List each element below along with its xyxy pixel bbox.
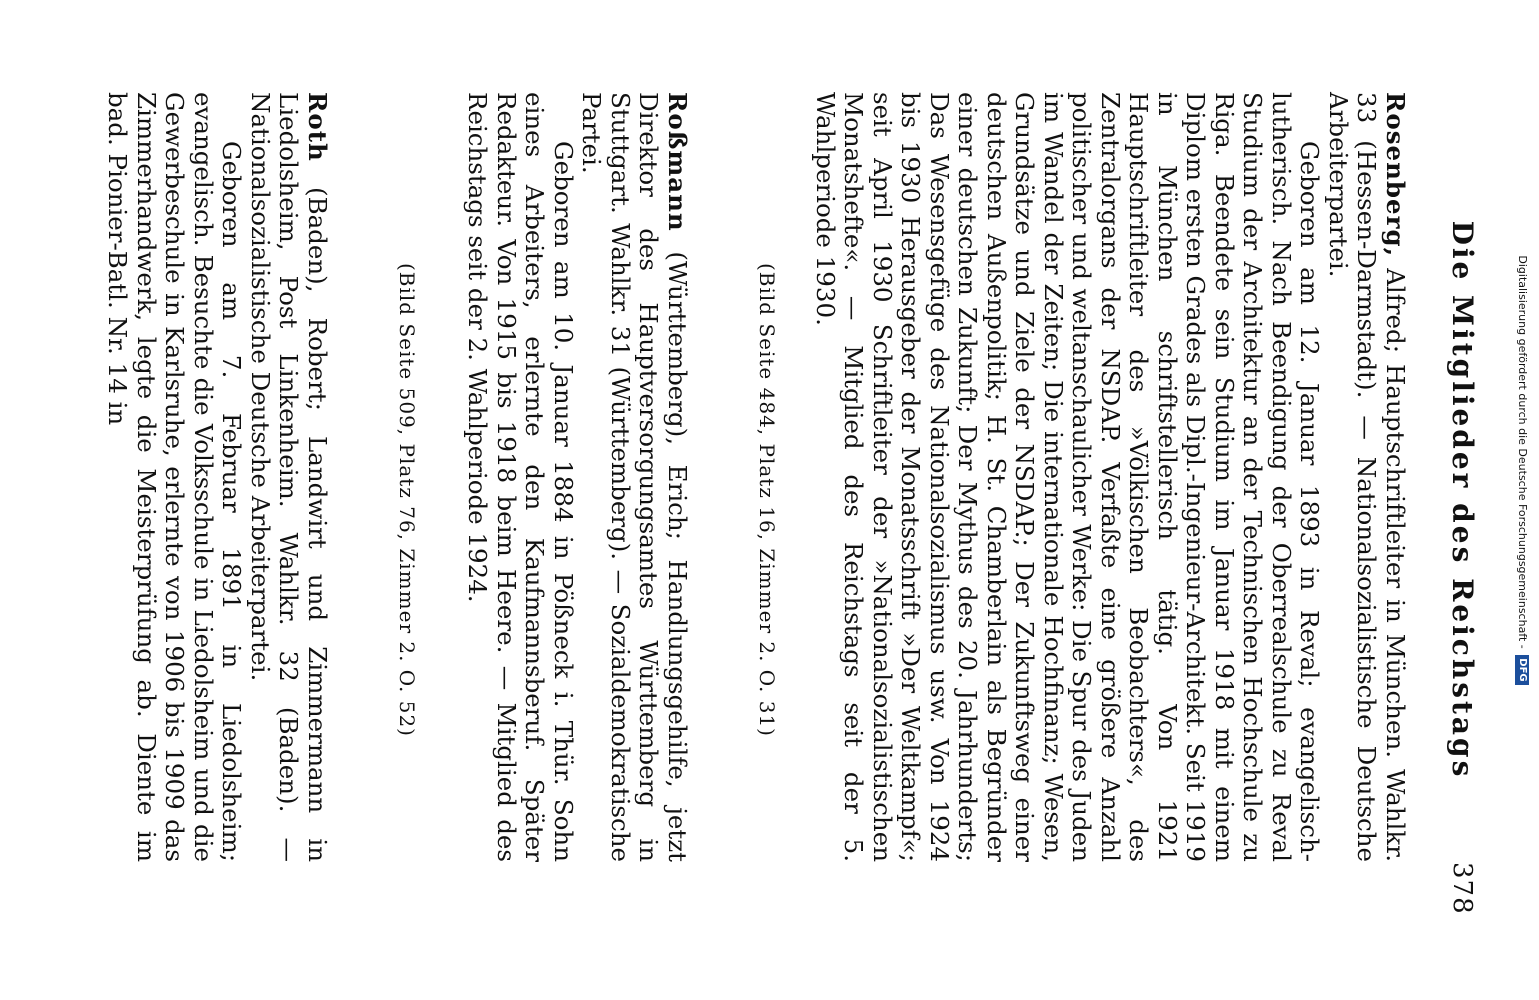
entry-header <box>577 92 691 862</box>
entry-biography: Geboren am 12. Januar 1893 in Reval; evangelisch-lutherisch. Nach Beendigung der Oberrealschule zu Reval Studium der Architektur an der Technischen Hochschule zu Riga. Beendete sein Studium im Januar 1918 mit einem Diplom ersten Grades als Dipl.-Ingenieur-Architekt. Seit 1919 in München schriftstellerisch tätig. Von 1921 Hauptschriftleiter des »Völkischen Beobachters«, des Zentralorgans der NSDAP. Verfaßte eine größere Anzahl politischer und weltanschaulicher Werke: Die Spur des Juden im Wandel der Zeiten; Die internationale Hochfinanz; Wesen, Grundsätze und Ziele der NSDAP.; Der Zukunftsweg einer deutschen Außenpolitik; H. St. Chamberlain als Begründer einer deutschen Zukunft; Der Mythus des 20. Jahrhunderts; Das Wesensgefüge des Nationalsozialismus usw. Von 1924 bis 1930 Herausgeber der Monatsschrift »Der Weltkampf«; seit April 1930 Schriftleiter der »Nationalsozialistischen Monatshefte«. — Mitglied des Reichstags seit der 5. Wahlperiode 1930. <box>811 92 1325 862</box>
digitization-notice-text: Digitalisierung gefördert durch die Deutsche Forschungsgemeinschaft - <box>1516 255 1529 649</box>
entry-rossmann <box>463 92 691 862</box>
entry-biography: Geboren am 7. Februar 1891 in Liedolsheim; evangelisch. Besuchte die Volksschule in Liedolsheim und die Gewerbeschule in Karlsruhe, erlernte von 1906 bis 1909 das Zimmerhandwerk, legte die Meisterprüfung ab. Diente im bad. Pionier-Batl. Nr. 14 in <box>103 92 247 862</box>
entry-header-text: (Baden), Robert; Landwirt und Zimmermann in Liedolsheim, Post Linkenheim. Wahlkr. 32 (Baden). — Nationalsozialistische Deutsche Arbeiterpartei. <box>246 92 332 862</box>
photo-reference: (Bild Seite 484, Platz 16, Zimmer 2. O. 31) <box>755 263 779 737</box>
entry-surname: Rosenberg, <box>1381 92 1410 258</box>
digitization-notice <box>1505 40 1539 900</box>
entry-header <box>1324 92 1410 862</box>
entry-rosenberg <box>811 92 1410 862</box>
running-head: Die Mitglieder des Reichstags <box>1446 220 1479 780</box>
dfg-logo: DFG <box>1515 655 1529 684</box>
entry-biography: Geboren am 10. Januar 1884 in Pößneck i. Thür. Sohn eines Arbeiters, erlernte den Kaufmannsberuf. Später Redakteur. Von 1915 bis 1918 beim Heere. — Mitglied des Reichstags seit der 2. Wahlperiode 1924. <box>463 92 578 862</box>
photo-reference: (Bild Seite 509, Platz 76, Zimmer 2. O. 52) <box>395 263 419 737</box>
page-number: 378 <box>1447 862 1477 915</box>
entry-roth <box>103 92 331 862</box>
entry-header <box>246 92 332 862</box>
entry-surname: Roth <box>303 92 332 162</box>
entry-header-text: (Württemberg), Erich; Handlungsgehilfe, jetzt Direktor des Hauptversorgungsamtes Württemberg in Stuttgart. Wahlkr. 31 (Württemberg). — Sozialdemokratische Partei. <box>577 92 692 862</box>
entry-header-text: Alfred; Hauptschriftleiter in München. Wahlkr. 33 (Hessen-Darmstadt). — Nationalsozialistische Deutsche Arbeiterpartei. <box>1324 92 1410 862</box>
entry-surname: Roßmann <box>663 92 692 232</box>
